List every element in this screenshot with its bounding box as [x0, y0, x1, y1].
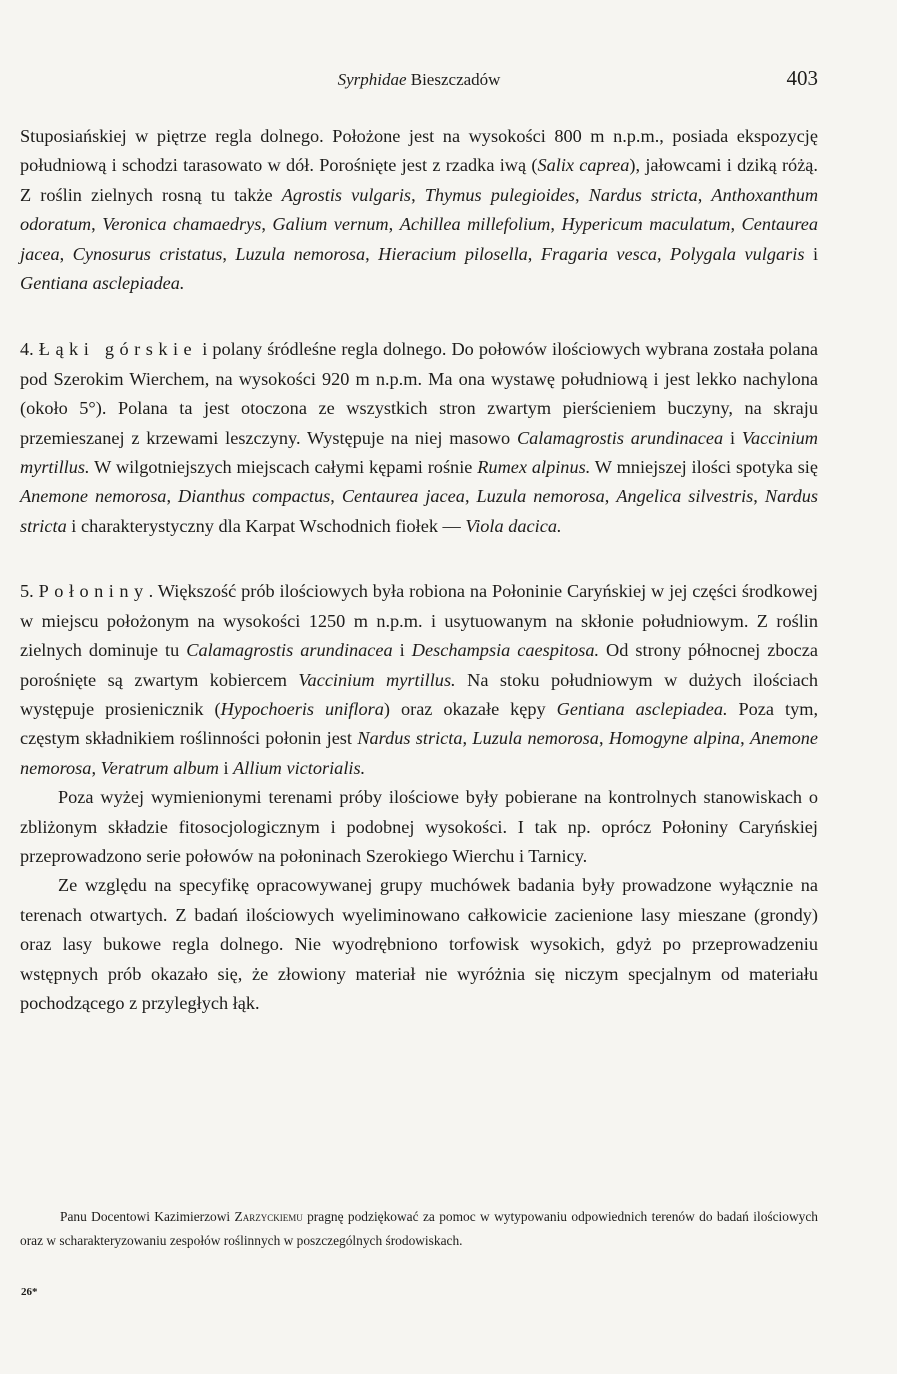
species-name: Luzula nemorosa	[476, 486, 605, 507]
text-run: 5.	[20, 581, 39, 602]
species-name: Luzula nemorosa	[472, 728, 599, 749]
species-name: Nardus stricta	[357, 728, 463, 749]
paragraph	[20, 335, 818, 541]
text-run: Od strony północnej zbocza porośnięte są zwartym kobiercem	[20, 640, 818, 690]
text-run: ,	[527, 243, 541, 264]
text-run: Poza wyżej wymienionymi terenami próby ilościowe były pobierane na kontrolnych stanowiskach o zbliżonym składzie fitosocjologicznym i podobnej wysokości. I tak np. oprócz Połoniny Caryńskiej przeprowadzono serie połowów na połoninach Szerokiego Wierchu i Tarnicy.	[20, 787, 818, 866]
species-name: Centaurea jacea	[341, 486, 465, 507]
text-run: ,	[365, 243, 379, 264]
text-run: ,	[697, 184, 712, 205]
text-run: ,	[59, 243, 73, 264]
text-run: ,	[550, 214, 562, 235]
text-run: Poza tym, częstym składnikiem roślinności połonin jest	[20, 698, 819, 749]
running-title-italic: Syrphidae	[337, 70, 407, 89]
running-title-rest: Bieszczadów	[406, 70, 501, 89]
species-name: Calamagrostis arundinacea	[186, 640, 393, 661]
species-name: Gentiana asclepiadea.	[556, 698, 728, 719]
footnote-text-before: Panu Docentowi Kazimierzowi	[60, 1209, 235, 1224]
text-run: . Większość prób ilościowych była robiona na Połoninie Caryńskiej w jej części środkowej w miejscu położonym na wysokości 1250 m n.p.m. i usytuowanym na skłonie południowym. Z roślin zielnych dominuje tu	[20, 581, 818, 661]
text-run: i	[218, 757, 234, 778]
footnote-name: Zarzyckiemu	[234, 1209, 303, 1224]
text-run: ,	[91, 757, 101, 778]
section-heading: Łąki górskie	[38, 339, 198, 360]
text-run: ,	[740, 728, 750, 749]
footnote	[20, 1205, 818, 1252]
species-name: Veratrum album	[100, 757, 219, 778]
text-run: ) oraz okazałe kępy	[383, 698, 557, 719]
species-name: Vaccinium myrtillus.	[20, 427, 818, 478]
species-name: Nardus stricta	[588, 184, 698, 205]
text-run: ,	[753, 486, 765, 507]
species-name: Dianthus compactus	[178, 486, 331, 507]
species-name: Homogyne alpina	[608, 728, 741, 749]
species-name: Deschampsia caespitosa.	[411, 640, 600, 661]
species-name: Nardus stricta	[20, 486, 819, 536]
text-run: W mniejszej ilości spotyka się	[590, 457, 819, 478]
species-name: Allium victorialis.	[233, 757, 366, 778]
species-name: Rumex alpinus.	[477, 457, 591, 478]
species-name: Cynosurus cristatus	[72, 243, 223, 264]
paragraph	[20, 122, 818, 298]
signature-mark: 26*	[21, 1286, 38, 1298]
body-text	[20, 122, 818, 1018]
page-number: 403	[786, 66, 818, 90]
species-name: Salix caprea	[537, 155, 630, 176]
paragraph	[20, 783, 818, 871]
footnote-text-after: pragnę podziękować za pomoc w wytypowaniu odpowiednich terenów do badań ilościowych oraz w scharakteryzowaniu zespołów roślinnych w poszczególnych środowiskach.	[20, 1209, 818, 1248]
text-run: i	[392, 640, 412, 661]
text-run: i	[804, 243, 819, 264]
species-name: Veronica chamaedrys	[102, 214, 262, 235]
species-name: Hypochoeris uniflora	[220, 698, 384, 719]
text-run: ,	[730, 214, 742, 235]
text-run: W wilgotniejszych miejscach całymi kępami rośnie	[89, 457, 478, 478]
section-heading: Połoniny	[38, 581, 149, 602]
text-run: ,	[464, 486, 477, 507]
species-name: Agrostis vulgaris	[281, 184, 412, 205]
species-name: Gentiana asclepiadea.	[20, 273, 185, 294]
species-name: Luzula nemorosa	[235, 243, 366, 264]
text-run: ,	[330, 486, 342, 507]
species-name: Vaccinium myrtillus.	[298, 669, 456, 690]
text-run: ,	[222, 243, 236, 264]
text-run: ,	[598, 728, 609, 749]
species-name: Anthoxanthum odoratum	[20, 184, 819, 235]
species-name: Anemone nemorosa	[20, 728, 818, 778]
paragraph	[20, 871, 818, 1018]
species-name: Calamagrostis arundinacea	[516, 427, 724, 448]
text-run: ,	[656, 243, 671, 264]
species-name: Achillea millefolium	[399, 214, 551, 235]
species-name: Thymus pulegioides	[424, 184, 576, 205]
species-name: Viola dacica.	[465, 515, 562, 536]
species-name: Hieracium pilosella	[378, 243, 528, 264]
species-name: Anemone nemorosa	[20, 486, 167, 507]
species-name: Fragaria vesca	[540, 243, 657, 264]
text-run: Ze względu na specyfikę opracowywanej grupy muchówek badania były prowadzone wyłącznie na terenach otwartych. Z badań ilościowych wyeliminowano całkowicie zacienione lasy mieszane (grondy) oraz lasy bukowe regla dolnego. Nie wyodrębniono torfowisk wysokich, gdyż po przeprowadzeniu wstępnych prób okazało się, że złowiony materiał nie wyróżnia się niczym specjalnym od materiału pochodzącego z przyległych łąk.	[20, 875, 818, 1013]
paragraph	[20, 577, 818, 783]
text-run: ,	[575, 184, 589, 205]
species-name: Hypericum maculatum	[561, 214, 731, 235]
text-run: ), jałowcami i dziką różą. Z roślin zielnych rosną tu także	[20, 155, 818, 205]
text-run: ,	[462, 728, 473, 749]
text-run: ,	[91, 214, 103, 235]
text-run: 4.	[20, 339, 39, 360]
text-run: i charakterystyczny dla Karpat Wschodnich fiołek —	[66, 515, 466, 536]
species-name: Galium vernum	[272, 214, 389, 235]
text-run: i polany śródleśne regla dolnego. Do połowów ilościowych wybrana została polana pod Szerokim Wierchem, na wysokości 920 m n.p.m. Ma ona wystawę południową i jest lekko nachylona (około 5°). Polana ta jest otoczona ze wszystkich stron zwartym pierścieniem buczyny, na skraju przemieszanej z krzewami leszczyny. Występuje na niej masowo	[20, 339, 818, 448]
species-name: Centaurea jacea	[20, 214, 819, 264]
text-run: ,	[604, 486, 617, 507]
text-run: Na stoku południowym w dużych ilościach występuje prosienicznik (	[20, 669, 818, 719]
running-title	[20, 70, 818, 90]
species-name: Angelica silvestris	[616, 486, 754, 507]
text-run: ,	[166, 486, 179, 507]
text-run: ,	[388, 214, 400, 235]
text-run: Stuposiańskiej w piętrze regla dolnego. Położone jest na wysokości 800 m n.p.m., posiada ekspozycję południową i schodzi tarasowato w dół. Porośnięte jest z rzadka iwą (	[20, 126, 818, 176]
text-run: i	[723, 427, 742, 448]
page-header	[20, 66, 818, 96]
species-name: Polygala vulgaris	[670, 243, 805, 264]
text-run: ,	[411, 184, 425, 205]
text-run: ,	[261, 214, 273, 235]
